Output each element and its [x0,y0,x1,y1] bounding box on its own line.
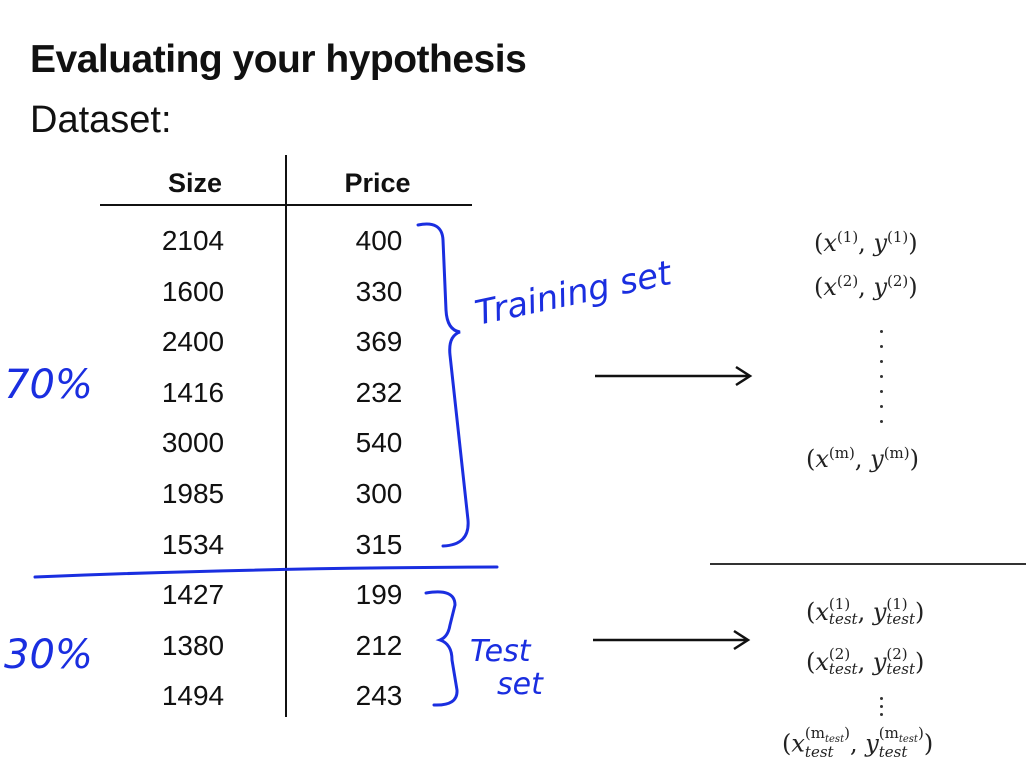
column-header-price: Price [344,168,411,198]
slide-subtitle: Dataset: [30,99,172,141]
table-cell-size: 2400 [161,326,225,357]
table-cell-price: 232 [355,377,403,408]
test-label-line2: set [497,667,543,702]
table-cell-price: 330 [355,276,403,307]
training-set-label: Training set [471,253,675,334]
table-cell-size: 1600 [161,276,225,307]
table-cell-size: 2104 [161,225,225,256]
vertical-ellipsis-dot [880,375,883,378]
vertical-ellipsis-dot [880,390,883,393]
training-example-1: ($x^{(1)}$, $y^{(1)}$) [814,228,918,257]
vertical-ellipsis-dot [880,713,883,716]
test-label-line1: Test [470,634,531,669]
table-cell-price: 540 [355,427,403,458]
table-cell-size: 1427 [161,579,225,610]
training-percent-label: 70% [4,362,93,408]
training-example-2: ($x^{(2)}$, $y^{(2)}$) [814,272,918,301]
table-cell-size: 1380 [161,630,225,661]
test-example-1: (x (1) test , y (1) test ) [806,594,925,628]
vertical-ellipsis-dot [880,697,883,700]
table-cell-size: 1534 [161,529,225,560]
table-cell-size: 1985 [161,478,225,509]
arrow-icon [595,367,750,385]
split-line [35,567,497,577]
vertical-ellipsis-dot [880,420,883,423]
table-column-rule [285,155,287,717]
vertical-ellipsis-dot [880,360,883,363]
vertical-ellipsis-dot [880,330,883,333]
test-example-m: (x $(m_{test})$ test , y $(m_{test})$ test ) [782,724,934,761]
table-cell-price: 199 [355,579,403,610]
column-header-size: Size [167,168,223,198]
table-cell-size: 1494 [161,680,225,711]
slide-title: Evaluating your hypothesis [30,38,527,81]
table-cell-price: 212 [355,630,403,661]
training-example-m: ($x^{(m)}$, $y^{(m)}$) [806,444,919,473]
test-percent-label: 30% [4,632,93,678]
table-cell-size: 3000 [161,427,225,458]
table-cell-size: 1416 [161,377,225,408]
table-cell-price: 315 [355,529,403,560]
table-cell-price: 369 [355,326,403,357]
vertical-ellipsis-dot [880,705,883,708]
arrow-icon [593,631,748,649]
table-cell-price: 243 [355,680,403,711]
vertical-ellipsis-dot [880,345,883,348]
table-cell-price: 400 [355,225,403,256]
section-divider [710,563,1026,565]
test-example-2: (x (2) test , y (2) test ) [806,644,925,678]
vertical-ellipsis-dot [880,405,883,408]
table-cell-price: 300 [355,478,403,509]
